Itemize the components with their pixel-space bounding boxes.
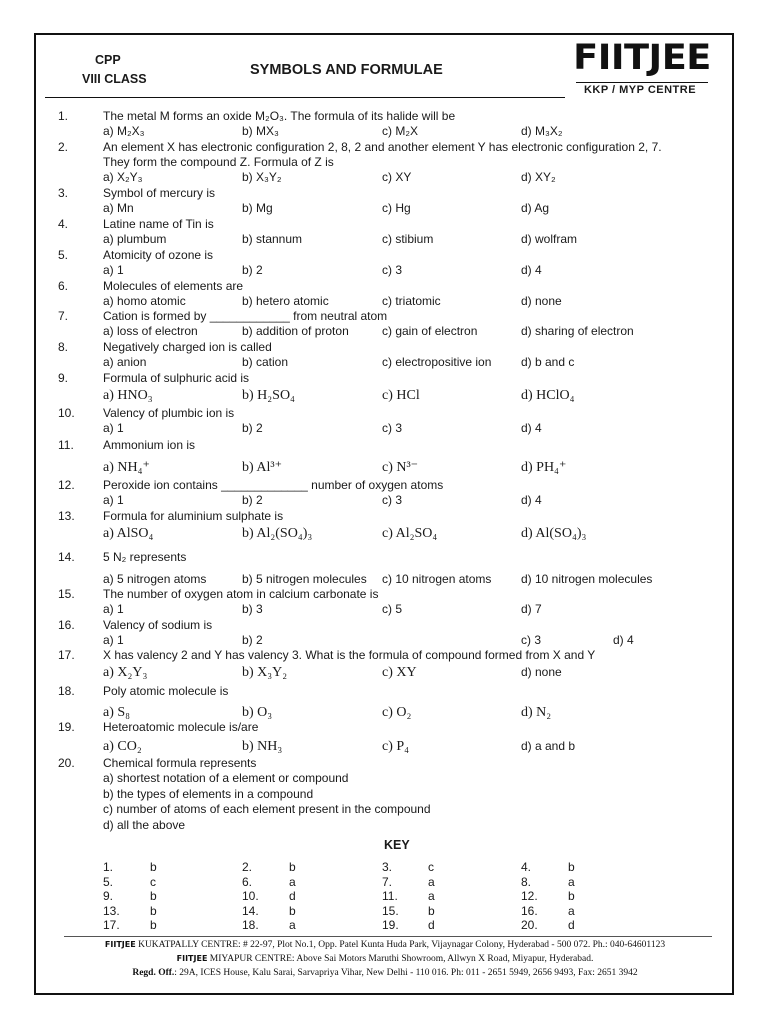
option-d: d) sharing of electron [521, 324, 634, 338]
option-a: a) X₂Y₃ [103, 665, 148, 680]
key-answer: a [568, 903, 575, 918]
option-b: b) Al₂(SO₄)₃ [242, 526, 313, 541]
key-answer: a [428, 889, 435, 903]
option-d: d) N₂ [521, 705, 552, 720]
option-a: a) NH₄⁺ [103, 460, 150, 475]
option-d: d) 4 [521, 263, 542, 277]
question-text-continued: They form the compound Z. Formula of Z is [103, 155, 334, 169]
question-number: 3. [58, 186, 69, 200]
footer-line-3 [0, 968, 770, 978]
header-left [82, 51, 147, 89]
key-answer: c [428, 860, 434, 874]
key-question-number: 3. [382, 860, 393, 874]
option-d: d) Ag [521, 201, 550, 215]
option-d: d) 10 nitrogen molecules [521, 572, 653, 586]
option-c: c) 3 [521, 633, 542, 647]
option-c: c) M₂X [382, 124, 418, 138]
option-d: d) PH₄⁺ [521, 460, 567, 475]
key-question-number: 7. [382, 874, 393, 889]
question-number: 1. [58, 109, 69, 123]
question-text: Valency of sodium is [103, 618, 213, 632]
option-a: a) M₂X₃ [103, 124, 145, 138]
option-b: b) Al³⁺ [242, 460, 282, 475]
option-d: d) all the above [103, 817, 186, 832]
question-number: 11. [58, 438, 74, 452]
footer-brand: FIITJEE [104, 940, 136, 949]
question-number: 16. [58, 618, 75, 632]
header-divider [45, 97, 565, 98]
question-text: Cation is formed by ____________ from neutral atom [103, 309, 388, 323]
key-answer: a [428, 874, 435, 889]
option-b: b) 5 nitrogen molecules [242, 572, 367, 586]
question-number: 7. [58, 309, 69, 323]
option-c: c) number of atoms of each element present in the compound [103, 802, 431, 816]
option-b: b) cation [242, 355, 289, 369]
option-a: a) homo atomic [103, 294, 186, 308]
option-d: d) none [521, 665, 562, 679]
footer-brand-2: FIITJEE [176, 954, 208, 963]
key-question-number: 8. [521, 874, 532, 889]
key-answer: b [150, 860, 157, 874]
key-answer: a [568, 874, 575, 889]
option-a: a) 1 [103, 493, 124, 507]
question-number: 12. [58, 478, 75, 492]
option-b: b) Mg [242, 201, 273, 215]
option-b: b) 2 [242, 421, 263, 435]
option-c: c) XY [382, 170, 412, 184]
option-c: c) Hg [382, 201, 411, 215]
key-answer: a [289, 874, 296, 889]
option-d: d) XY₂ [521, 170, 556, 184]
option-b: b) the types of elements in a compound [103, 786, 314, 801]
footer-line-1 [0, 940, 770, 950]
key-question-number: 2. [242, 860, 253, 874]
question-number: 5. [58, 248, 69, 262]
footer-divider [64, 936, 712, 937]
question-text: Heteroatomic molecule is/are [103, 720, 259, 734]
key-answer: b [568, 889, 575, 903]
question-text: Atomicity of ozone is [103, 248, 214, 262]
key-question-number: 5. [103, 874, 114, 889]
option-b: b) X₃Y₂ [242, 170, 282, 184]
question-text: X has valency 2 and Y has valency 3. What is the formula of compound formed from X and Y [103, 648, 596, 662]
key-question-number: 10. [242, 889, 259, 903]
option-d: d) 4 [521, 493, 542, 507]
option-c: c) gain of electron [382, 324, 478, 338]
footer-kukatpally: KUKATPALLY CENTRE: # 22-97, Plot No.1, Opp. Patel Kunta Huda Park, Vijaynagar Colony, Hyderabad - 500 072. Ph.: 040-64601123 [138, 940, 666, 950]
question-number: 4. [58, 217, 69, 231]
key-answer: d [568, 918, 575, 932]
option-d: d) 7 [521, 602, 542, 616]
question-text: Ammonium ion is [103, 438, 196, 452]
option-c: c) O₂ [382, 705, 412, 720]
option-a: a) anion [103, 355, 147, 369]
key-question-number: 20. [521, 918, 538, 932]
option-c: c) P₄ [382, 739, 410, 754]
key-question-number: 4. [521, 860, 532, 874]
key-answer: a [289, 918, 296, 932]
option-a: a) S₈ [103, 705, 131, 720]
question-text: Chemical formula represents [103, 756, 257, 770]
class-label: VIII CLASS [82, 72, 147, 86]
key-answer: b [150, 889, 157, 903]
key-question-number: 13. [103, 903, 120, 918]
regd-office-label: Regd. Off. [132, 968, 175, 978]
key-question-number: 14. [242, 903, 259, 918]
option-b: b) stannum [242, 232, 303, 246]
option-d: d) HClO₄ [521, 388, 575, 403]
option-c: c) electropositive ion [382, 355, 492, 369]
key-question-number: 6. [242, 874, 253, 889]
option-c: c) 3 [382, 263, 403, 277]
key-answer: c [150, 874, 156, 889]
question-number: 6. [58, 279, 69, 293]
question-number: 9. [58, 371, 69, 385]
key-question-number: 16. [521, 903, 538, 918]
key-question-number: 17. [103, 918, 120, 932]
question-number: 2. [58, 140, 69, 154]
key-answer: b [289, 860, 296, 874]
option-a: a) Mn [103, 201, 134, 215]
option-a: a) 1 [103, 602, 124, 616]
footer-miyapur: MIYAPUR CENTRE: Above Sai Motors Maruthi Showroom, Allwyn X Road, Miyapur, Hyderabad. [209, 954, 594, 964]
key-question-number: 15. [382, 903, 399, 918]
option-d: d) 4 [613, 633, 634, 647]
question-number: 15. [58, 587, 75, 601]
key-answer: b [289, 903, 296, 918]
question-text: Latine name of Tin is [103, 217, 214, 231]
option-a: a) AlSO₄ [103, 526, 154, 541]
option-c: c) Al₂SO₄ [382, 526, 438, 541]
footer-line-2 [0, 954, 770, 964]
option-b: b) H₂SO₄ [242, 388, 295, 403]
option-d: d) b and c [521, 355, 575, 369]
key-title: KEY [384, 838, 410, 852]
question-text: The number of oxygen atom in calcium carbonate is [103, 587, 379, 601]
option-a: a) plumbum [103, 232, 167, 246]
key-question-number: 11. [382, 889, 398, 903]
question-number: 13. [58, 509, 75, 523]
fiitjee-logo: FIITJEE [573, 38, 711, 78]
option-a: a) HNO₃ [103, 388, 153, 403]
option-a: a) loss of electron [103, 324, 198, 338]
key-answer: b [428, 903, 435, 918]
option-b: b) O₃ [242, 705, 273, 720]
option-b: b) 2 [242, 493, 263, 507]
key-question-number: 18. [242, 918, 259, 932]
question-number: 20. [58, 756, 75, 770]
option-d: d) wolfram [521, 232, 578, 246]
option-b: b) X₃Y₂ [242, 665, 288, 680]
option-c: c) 5 [382, 602, 403, 616]
cpp-label: CPP [95, 53, 121, 67]
question-text: Molecules of elements are [103, 279, 244, 293]
option-a: a) 5 nitrogen atoms [103, 572, 207, 586]
key-answer: d [428, 918, 435, 932]
option-a: a) CO₂ [103, 739, 142, 754]
question-text: Valency of plumbic ion is [103, 406, 235, 420]
centre-label: KKP / MYP CENTRE [583, 84, 697, 96]
option-c: c) stibium [382, 232, 434, 246]
key-question-number: 9. [103, 889, 114, 903]
option-a: a) shortest notation of a element or compound [103, 771, 349, 785]
question-number: 14. [58, 550, 75, 564]
question-text: Negatively charged ion is called [103, 340, 272, 354]
option-d: d) Al(SO₄)₃ [521, 526, 587, 541]
option-b: b) 2 [242, 633, 263, 647]
option-b: b) addition of proton [242, 324, 349, 338]
question-number: 18. [58, 684, 75, 698]
page-title: SYMBOLS AND FORMULAE [250, 62, 443, 78]
key-answer: b [150, 903, 157, 918]
question-text: The metal M forms an oxide M₂O₃. The formula of its halide will be [103, 109, 456, 123]
option-b: b) 2 [242, 263, 263, 277]
key-answer: b [150, 918, 157, 932]
option-b: b) MX₃ [242, 124, 279, 138]
option-d: d) 4 [521, 421, 542, 435]
question-number: 10. [58, 406, 75, 420]
key-answer: d [289, 889, 296, 903]
key-question-number: 12. [521, 889, 538, 903]
question-number: 8. [58, 340, 69, 354]
question-text: Symbol of mercury is [103, 186, 216, 200]
option-b: b) NH₃ [242, 739, 283, 754]
option-c: c) 3 [382, 421, 403, 435]
option-c: c) 10 nitrogen atoms [382, 572, 492, 586]
key-question-number: 19. [382, 918, 399, 932]
option-b: b) hetero atomic [242, 294, 329, 308]
question-number: 17. [58, 648, 75, 662]
question-text: Formula for aluminium sulphate is [103, 509, 284, 523]
option-b: b) 3 [242, 602, 263, 616]
option-a: a) 1 [103, 633, 124, 647]
question-text: Peroxide ion contains _____________ number of oxygen atoms [103, 478, 444, 492]
option-d: d) none [521, 294, 562, 308]
key-answer: b [568, 860, 575, 874]
question-text: 5 N₂ represents [103, 550, 187, 564]
option-a: a) 1 [103, 263, 124, 277]
question-text: Poly atomic molecule is [103, 684, 229, 698]
option-c: c) 3 [382, 493, 403, 507]
question-text: An element X has electronic configuration 2, 8, 2 and another element Y has electronic configuration 2, 7. [103, 140, 662, 154]
option-a: a) 1 [103, 421, 124, 435]
option-c: c) HCl [382, 388, 420, 403]
question-text: Formula of sulphuric acid is [103, 371, 250, 385]
question-number: 19. [58, 720, 75, 734]
key-question-number: 1. [103, 860, 114, 874]
option-d: d) a and b [521, 739, 576, 753]
option-c: c) XY [382, 665, 417, 680]
option-c: c) N³⁻ [382, 460, 419, 475]
footer-regd-office: : 29A, ICES House, Kalu Sarai, Sarvapriya Vihar, New Delhi - 110 016. Ph: 011 - 2651 5949, 2656 9493, Fax: 2651 3942 [174, 968, 638, 978]
option-c: c) triatomic [382, 294, 441, 308]
option-d: d) M₃X₂ [521, 124, 563, 138]
option-a: a) X₂Y₃ [103, 170, 143, 184]
